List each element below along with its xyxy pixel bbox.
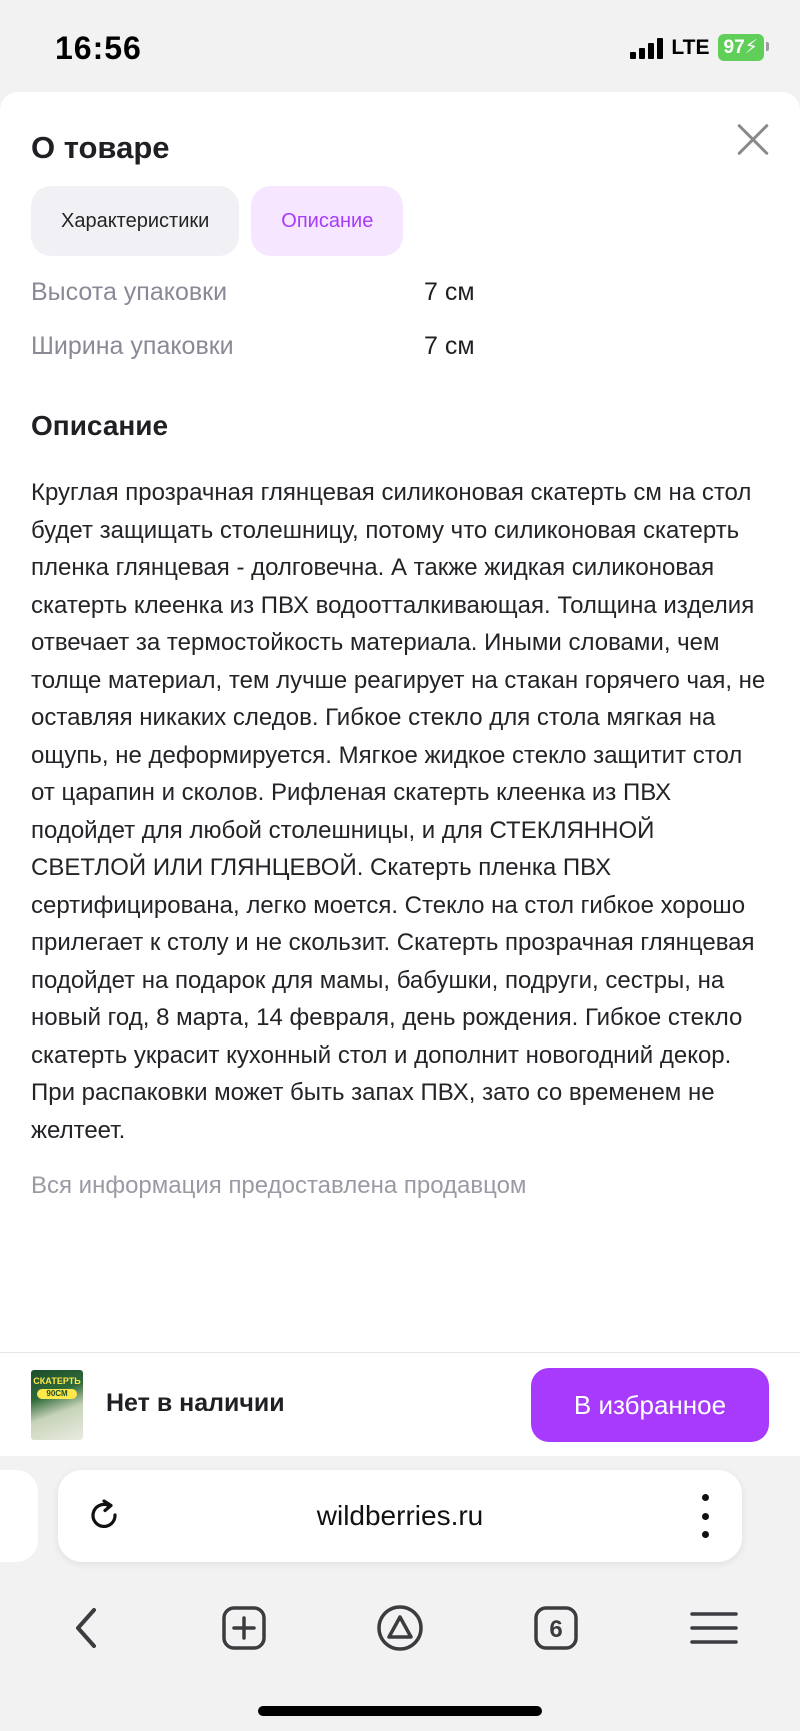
product-thumbnail[interactable]	[31, 1370, 83, 1440]
spec-value: 7 см	[424, 332, 475, 360]
description-title: Описание	[31, 410, 169, 441]
signal-icon	[630, 37, 663, 59]
thumb-size: 90СМ	[37, 1389, 77, 1399]
back-icon[interactable]	[60, 1600, 116, 1656]
battery-level: 97	[723, 37, 745, 58]
spec-row	[31, 278, 475, 307]
browser-chrome	[0, 1456, 800, 1731]
status-indicators	[630, 34, 764, 61]
status-bar	[0, 0, 800, 92]
home-indicator[interactable]	[258, 1706, 542, 1716]
alice-assistant-icon[interactable]	[372, 1600, 428, 1656]
product-action-bar	[0, 1352, 800, 1456]
add-to-favorites-button[interactable]: В избранное	[531, 1368, 769, 1442]
product-info-sheet	[0, 92, 800, 1352]
battery-icon: 97⚡	[718, 34, 764, 61]
tab-characteristics[interactable]: Характеристики	[31, 186, 239, 256]
tab-description[interactable]: Описание	[251, 186, 403, 256]
status-time: 16:56	[55, 30, 142, 66]
spec-name: Высота упаковки	[31, 278, 228, 306]
menu-icon[interactable]	[686, 1600, 742, 1656]
seller-note: Вся информация предоставлена продавцом	[31, 1172, 527, 1199]
url-text[interactable]: wildberries.ru	[316, 1500, 484, 1531]
spec-name: Ширина упаковки	[31, 332, 234, 360]
thumb-label: СКАТЕРТЬ	[33, 1376, 81, 1386]
address-bar[interactable]	[58, 1470, 742, 1562]
tabs-count: 6	[549, 1616, 563, 1643]
previous-tab-preview[interactable]	[0, 1470, 38, 1562]
stock-status: Нет в наличии	[106, 1389, 285, 1417]
sheet-title: О товаре	[31, 130, 170, 165]
new-tab-icon[interactable]	[216, 1600, 272, 1656]
spec-row	[31, 332, 475, 361]
close-icon[interactable]	[736, 122, 770, 156]
spec-value: 7 см	[424, 278, 475, 306]
network-type: LTE	[671, 35, 710, 59]
tabs-icon[interactable]	[528, 1600, 584, 1656]
browser-navigation	[0, 1594, 800, 1664]
description-text: Круглая прозрачная глянцевая силиконовая скатерть см на стол будет защищать столешницу, потому что силиконовая скатерть пленка глянцевая - долговечна. А также жидкая силиконовая скатерть клеенка из ПВХ водоотталкивающая. Толщина изделия отвечает за термостойкость материала. Иными словами, чем толще материал, тем лучше реагирует на стакан горячего чая, не оставляя никаких следов. Гибкое стекло для стола мягкая на ощупь, не деформируется. Мягкое жидкое стекло защитит стол от царапин и сколов. Рифленая скатерть клеенка из ПВХ подойдет для любой столешницы, и для СТЕКЛЯННОЙ СВЕТЛОЙ ИЛИ ГЛЯНЦЕВОЙ. Скатерть пленка ПВХ сертифицирована, легко моется. Стекло на стол гибкое хорошо прилегает к столу и не скользит. Скатерть прозрачная глянцевая подойдет на подарок для мамы, бабушки, подруги, сестры, на новый год, 8 марта, 14 февраля, день рождения. Гибкое стекло скатерть украсит кухонный стол и дополнит новогодний декор. При распаковки может быть запах ПВХ, зато со временем не желтеет.	[31, 479, 766, 1144]
info-tabs	[31, 186, 403, 256]
more-vertical-icon[interactable]	[698, 1494, 712, 1538]
